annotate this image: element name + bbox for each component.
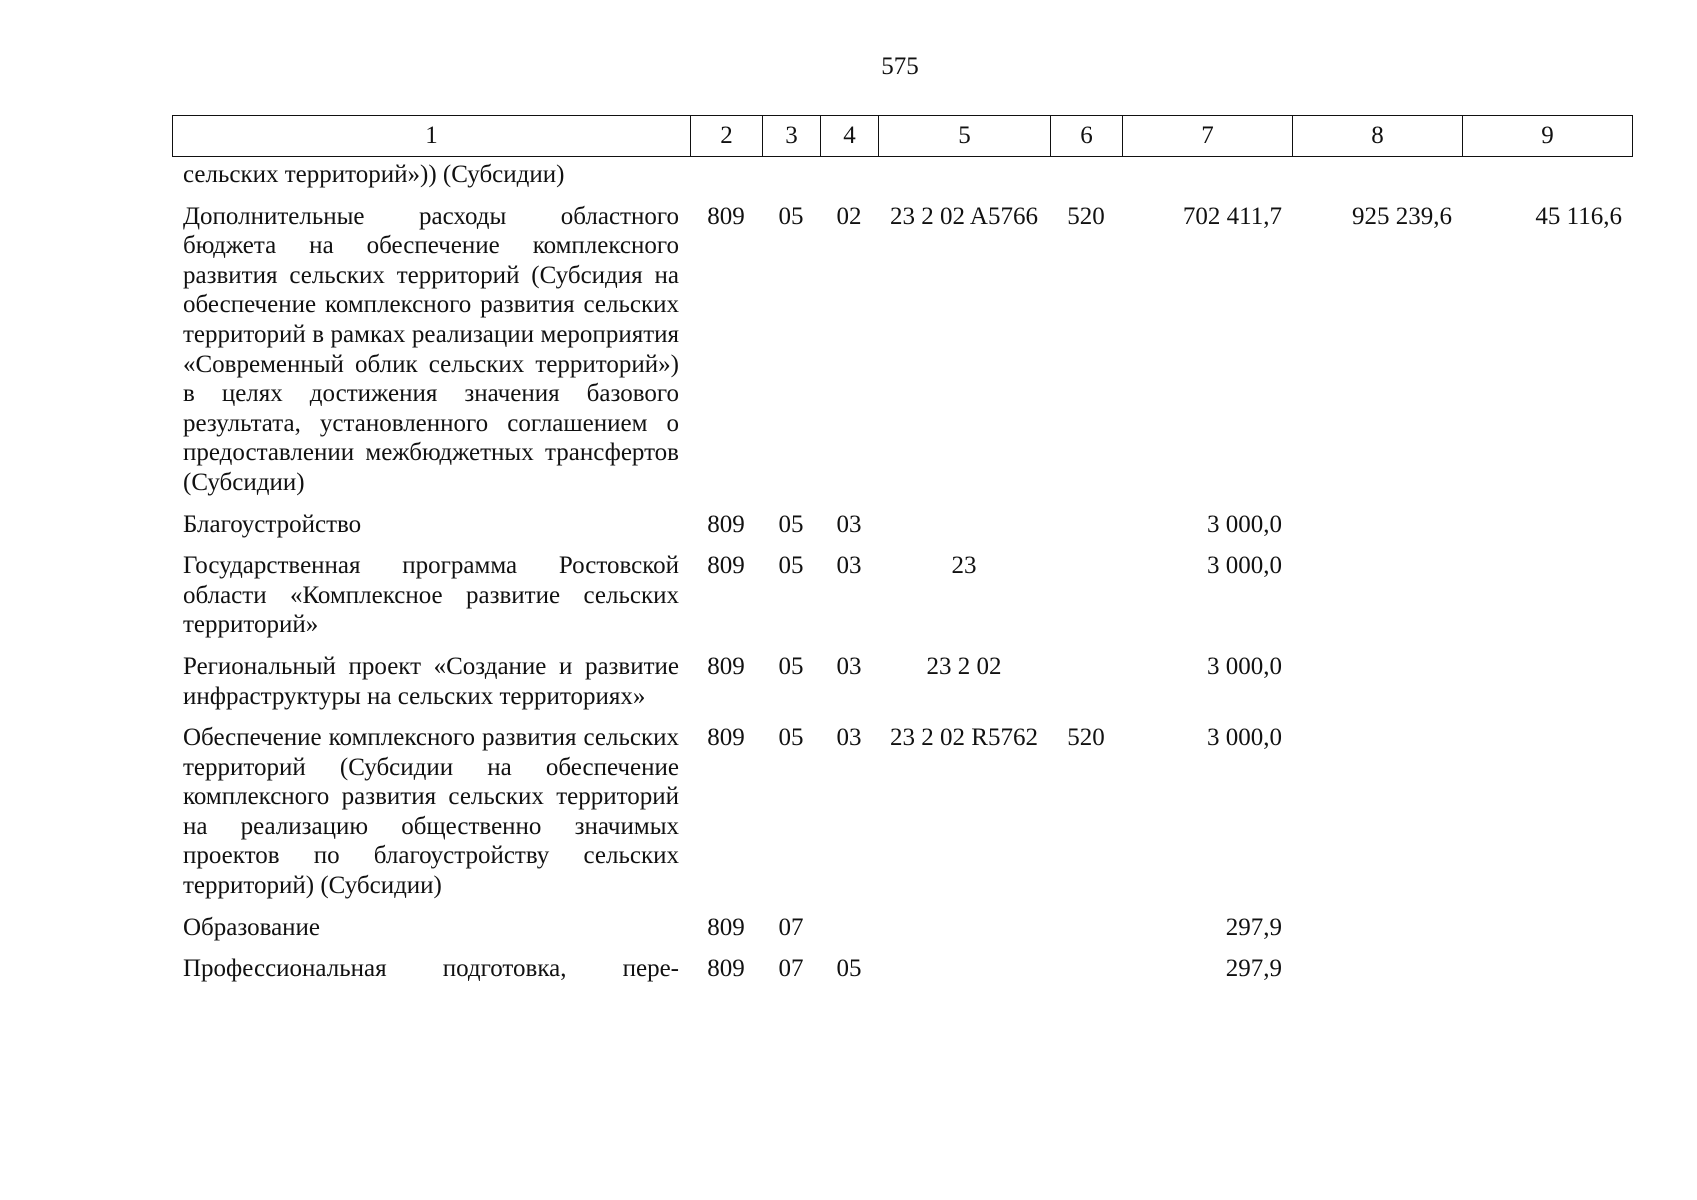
table-row [172,160,1632,190]
row-section: 07 [778,913,804,941]
column-number-header [172,115,1633,157]
row-amount-col7: 3 000,0 [1207,652,1282,680]
row-ministry-code: 809 [707,552,745,580]
row-amount-col9: 45 116,6 [1535,202,1622,230]
row-subsection: 02 [836,202,862,230]
header-col-2: 2 [691,116,763,157]
row-section: 05 [778,724,804,752]
row-subsection [820,160,878,190]
row-name: Образование [183,913,321,941]
row-amount-col9 [1462,913,1632,943]
header-col-7: 7 [1123,116,1293,157]
row-target-article: 23 2 02 R5762 [890,724,1038,752]
row-section [762,160,820,190]
row-amount-col8 [1292,551,1462,640]
budget-table-body [172,160,1632,984]
row-name: Региональный проект «Создание и развитие инфраструктуры на сельских территориях» [183,652,679,710]
row-target-article [878,510,1050,540]
row-name: Профессиональная подготовка, пере- [183,955,679,983]
row-amount-col8 [1292,160,1462,190]
row-expense-type [1050,551,1122,640]
row-name: Обеспечение комплексного развития сельских территорий (Субсидии на обеспечение комплексного развития сельских территорий на реализацию общественно значимых проектов по благоустройству сельских территорий) (Субсидии) [183,724,679,900]
row-expense-type [1050,510,1122,540]
row-subsection: 03 [836,724,862,752]
row-name: Государственная программа Ростовской области «Комплексное развитие сельских территорий» [183,552,679,639]
row-amount-col9 [1462,510,1632,540]
row-amount-col8 [1292,913,1462,943]
row-target-article [878,913,1050,943]
row-ministry-code [690,160,762,190]
row-expense-type: 520 [1067,202,1105,230]
row-ministry-code: 809 [707,955,745,983]
row-target-article: 23 2 02 A5766 [890,202,1038,230]
row-amount-col7: 3 000,0 [1207,552,1282,580]
row-amount-col8 [1292,723,1462,901]
table-row [172,652,1632,711]
row-ministry-code: 809 [707,913,745,941]
page-number: 575 [881,53,919,80]
row-amount-col9 [1462,723,1632,901]
table-row [172,551,1632,640]
row-target-article [878,954,1050,984]
table-row [172,723,1632,901]
row-ministry-code: 809 [707,724,745,752]
row-amount-col8 [1292,652,1462,711]
row-section: 05 [778,510,804,538]
row-subsection: 05 [836,955,862,983]
table-row [172,510,1632,540]
header-col-3: 3 [763,116,821,157]
row-amount-col9 [1462,551,1632,640]
header-col-8: 8 [1293,116,1463,157]
row-name: Дополнительные расходы областного бюджета на обеспечение комплексного развития сельских территорий (Субсидия на обеспечение комплексного развития сельских территорий в рамках реализации мероприятия «Современный облик сельских территорий») в целях достижения значения базового результата, установленного соглашением о предоставлении межбюджетных трансфертов (Субсидии) [183,202,679,496]
row-amount-col9 [1462,652,1632,711]
row-expense-type [1050,913,1122,943]
header-col-9: 9 [1463,116,1633,157]
row-section: 05 [778,202,804,230]
row-amount-col9 [1462,160,1632,190]
table-row [172,202,1632,498]
header-col-4: 4 [821,116,879,157]
row-target-article [878,160,1050,190]
header-col-6: 6 [1051,116,1123,157]
row-subsection: 03 [836,510,862,538]
row-ministry-code: 809 [707,652,745,680]
row-amount-col8: 925 239,6 [1352,202,1452,230]
row-section: 05 [778,652,804,680]
row-amount-col7: 3 000,0 [1207,510,1282,538]
row-amount-col7: 3 000,0 [1207,724,1282,752]
row-section: 05 [778,552,804,580]
row-amount-col8 [1292,954,1462,984]
row-amount-col8 [1292,510,1462,540]
table-row [172,954,1632,984]
row-expense-type [1050,160,1122,190]
table-row [172,913,1632,943]
row-amount-col7: 297,9 [1225,955,1282,983]
row-section: 07 [778,955,804,983]
row-expense-type [1050,652,1122,711]
row-subsection: 03 [836,552,862,580]
row-amount-col7: 702 411,7 [1182,202,1282,230]
header-col-5: 5 [879,116,1051,157]
row-subsection [820,913,878,943]
row-target-article: 23 [951,552,977,580]
row-amount-col7: 297,9 [1225,913,1282,941]
row-target-article: 23 2 02 [926,652,1002,680]
row-ministry-code: 809 [707,202,745,230]
row-expense-type [1050,954,1122,984]
row-amount-col9 [1462,954,1632,984]
row-name: сельских территорий»)) (Субсидии) [183,161,565,188]
row-amount-col7 [1122,160,1292,190]
row-ministry-code: 809 [707,510,745,538]
header-col-1: 1 [173,116,691,157]
row-expense-type: 520 [1067,724,1105,752]
row-subsection: 03 [836,652,862,680]
row-name: Благоустройство [183,510,362,538]
